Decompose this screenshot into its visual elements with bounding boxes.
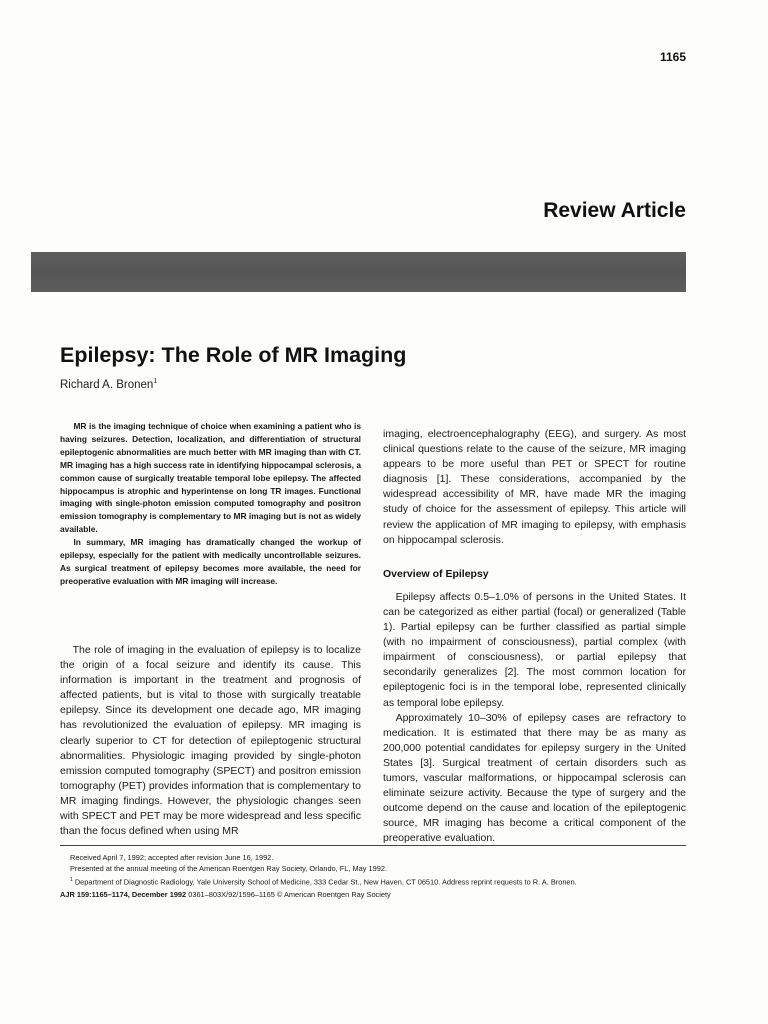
abstract xyxy=(60,420,361,588)
footnotes xyxy=(60,853,686,901)
section-heading: Overview of Epilepsy xyxy=(383,567,489,580)
journal-citation: AJR 159:1165–1174, December 1992 xyxy=(60,890,187,900)
section-label: Review Article xyxy=(543,199,686,222)
issn-copyright: 0361–803X/92/1596–1165 © American Roentgen Ray Society xyxy=(188,890,391,900)
body-paragraph-intro-continued: imaging, electroencephalography (EEG), and surgery. As most clinical questions relate to the cause of the seizure, MR imaging appears to be more useful than PET or SPECT for routine diagnosis [1]. These considerations, accompanied by the widespread accessibility of MR, have made MR the imaging study of choice for the assessment of epilepsy. This article will review the application of MR imaging to epilepsy, with emphasis on hippocampal sclerosis. xyxy=(383,428,686,546)
body-paragraph: Epilepsy affects 0.5–1.0% of persons in the United States. It can be categorized as either partial (focal) or generalized (Table 1). Partial epilepsy can be further classified as partial simple (with no impairment of consciousness), partial complex (with impairment of consciousness), or partial epilepsy that secondarily generalizes [2]. The most common location for epileptogenic foci is in the temporal lobe, represented clinically as temporal lobe epilepsy. xyxy=(383,590,686,709)
section-banner xyxy=(31,252,686,292)
page-number: 1165 xyxy=(659,50,686,64)
body-paragraph-intro: The role of imaging in the evaluation of epilepsy is to localize the origin of a focal seizure and identify its cause. This information is important in the treatment and prognosis of affected patients, but is vital to those with surgically treatable epilepsy. Since its development one decade ago, MR imaging has revolutionized the evaluation of epilepsy. MR imaging is clearly superior to CT for detection of epileptogenic structural abnormalities. Physiologic imaging provided by single-photon emission computed tomography (SPECT) and positron emission tomography (PET) provides information that is complementary to MR imaging findings. However, the physiologic changes seen with SPECT and PET may be more widespread and less specific than the focus defined when using MR xyxy=(60,644,361,838)
abstract-paragraph: In summary, MR imaging has dramatically changed the workup of epilepsy, especially for the patient with medically uncontrollable seizures. As surgical treatment of epilepsy becomes more available, the need for preoperative evaluation with MR imaging will increase. xyxy=(60,537,361,586)
footnote-divider xyxy=(60,845,686,846)
body-paragraph: Approximately 10–30% of epilepsy cases are refractory to medication. It is estimated that there may be as many as 200,000 potential candidates for epilepsy surgery in the United States [3]. Surgical treatment of certain disorders such as tumors, vascular malformations, or hippocampal sclerosis can eliminate seizure activity. Because the type of surgery and the outcome depend on the cause and location of the epileptogenic source, MR imaging has become a critical component of the preoperative evaluation. xyxy=(383,711,686,845)
author-line xyxy=(60,378,360,391)
abstract-paragraph: MR is the imaging technique of choice when examining a patient who is having seizures. Detection, localization, and differentiation of structural epileptogenic abnormalities are much better with MR imaging than with CT. MR imaging has a high success rate in identifying hippocampal sclerosis, a common cause of surgically treatable temporal lobe epilepsy. The affected hippocampus is atrophic and hyperintense on long TR images. Functional imaging with single-photon emission computed tomography and positron emission tomography is complementary to MR imaging but is not as widely available. xyxy=(60,421,361,535)
journal-citation-line xyxy=(60,890,686,901)
body-column-right xyxy=(383,427,686,846)
footnote-mark: 1 xyxy=(70,876,73,883)
footnote-presented: Presented at the annual meeting of the American Roentgen Ray Society, Orlando, FL, May 1992. xyxy=(70,863,388,873)
article-title: Epilepsy: The Role of MR Imaging xyxy=(60,343,407,367)
author-footnote-mark: 1 xyxy=(153,378,158,385)
author-name: Richard A. Bronen xyxy=(60,378,154,391)
footnote-affiliation-text: Department of Diagnostic Radiology, Yale University School of Medicine, 333 Cedar St., New Haven, CT 06510. Address reprint requests to R. A. Bronen. xyxy=(74,877,577,887)
footnote-affiliation xyxy=(60,875,686,888)
footnote-received: Received April 7, 1992; accepted after revision June 16, 1992. xyxy=(70,853,274,862)
body-column-left xyxy=(60,643,361,839)
